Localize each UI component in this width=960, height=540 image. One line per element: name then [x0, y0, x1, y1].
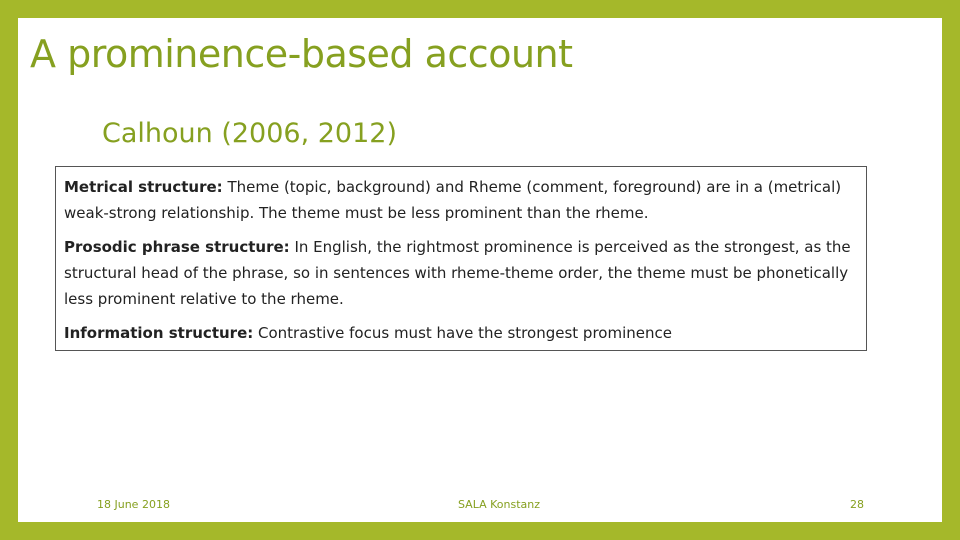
footer-date: 18 June 2018 — [97, 498, 170, 511]
paragraph-text: Contrastive focus must have the strongest prominence — [253, 324, 672, 342]
paragraph-prosodic — [64, 234, 858, 312]
slide-subtitle: Calhoun (2006, 2012) — [102, 118, 397, 149]
footer-center-text: SALA Konstanz — [458, 498, 541, 511]
slide-title: A prominence-based account — [30, 32, 573, 76]
paragraph-text: Theme (topic, background) and Rheme (comment, foreground) are in a (metrical) weak-strong relationship. The theme must be less prominent than the rheme. — [64, 178, 842, 222]
paragraph-term: Metrical structure: — [64, 178, 223, 196]
slide-number: 28 — [850, 498, 864, 511]
paragraph-term: Information structure: — [64, 324, 254, 342]
paragraph-metrical — [64, 174, 858, 226]
paragraph-text: In English, the rightmost prominence is perceived as the strongest, as the structural head of the phrase, so in sentences with rheme-theme order, the theme must be phonetically less prominent relative to the rheme. — [64, 238, 851, 308]
slide — [18, 18, 942, 522]
paragraph-term: Prosodic phrase structure: — [64, 238, 290, 256]
definition-box — [55, 166, 867, 351]
paragraph-information — [64, 320, 858, 346]
